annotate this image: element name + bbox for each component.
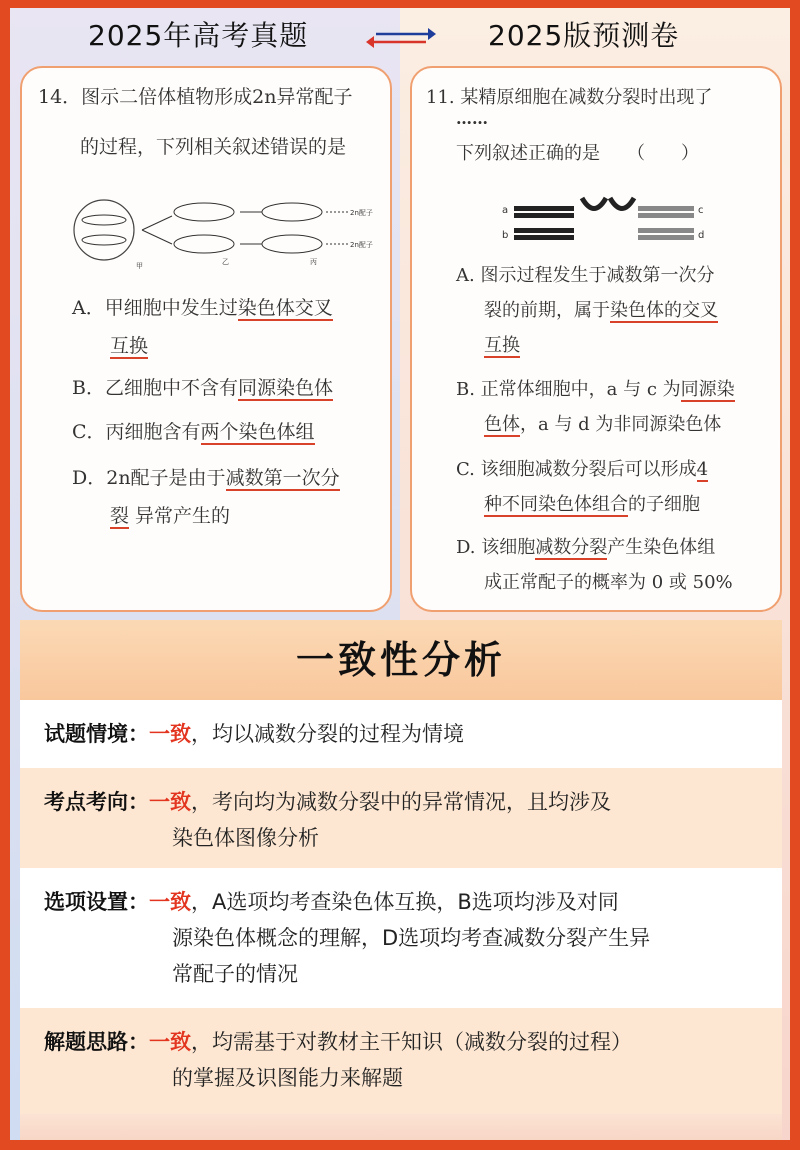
right-option-c-line2: [484, 487, 700, 522]
right-option-c-line1-text: C. 该细胞减数分裂后可以形成: [456, 459, 697, 480]
right-option-a-line3-ul: 互换: [484, 335, 520, 356]
analysis-row-label: 选项设置：: [44, 890, 149, 914]
chromosome-label-d: d: [698, 230, 705, 241]
left-header-title: 2025年高考真题: [88, 19, 309, 52]
left-cell-diagram: [72, 198, 382, 278]
analysis-row-line1: ，A选项均考查染色体互换，B选项均涉及对同: [191, 890, 619, 914]
analysis-row-label: 解题思路：: [44, 1030, 149, 1054]
right-option-a-line1: A. 图示过程发生于减数第一次分: [456, 265, 715, 286]
left-option-d-line2-ul: 裂: [110, 505, 130, 527]
chromosome-label-b: b: [502, 230, 509, 241]
right-question-stem-dots: ……: [456, 109, 488, 128]
right-option-b-line2-rest: ，a 与 d 为非同源染色体: [520, 414, 722, 435]
chromosome-label-c: c: [698, 205, 704, 216]
right-option-b-line1-pre: B. 正常体细胞中，a 与 c 为: [456, 379, 681, 400]
right-header-title: 2025版预测卷: [488, 19, 680, 52]
right-option-c-line1-ul: 4: [696, 459, 709, 480]
left-question-card: [20, 66, 392, 612]
left-question-stem-line2: 的过程，下列相关叙述错误的是: [80, 136, 347, 158]
left-option-c-prefix: C．丙细胞含有: [72, 421, 201, 443]
right-option-d-line1-rest: 产生染色体组: [607, 537, 716, 558]
cell-label-yi: 乙: [222, 258, 229, 266]
analysis-row-label: 考点考向：: [44, 790, 149, 814]
analysis-row-line3: 常配子的情况: [172, 962, 298, 986]
left-option-d-line2: [110, 498, 230, 534]
analysis-row-tag: 一致: [149, 790, 191, 814]
analysis-title: 一致性分析: [20, 620, 782, 700]
right-option-a-line3: [484, 328, 520, 363]
right-option-c-line1: [456, 452, 708, 487]
analysis-row-tag: 一致: [149, 722, 191, 746]
cell-label-jia: 甲: [136, 262, 143, 270]
left-option-b-prefix: B．乙细胞中不含有: [72, 377, 238, 399]
right-option-a-line2-ul: 染色体的交叉: [610, 300, 718, 321]
analysis-row-scenario: [20, 700, 782, 768]
left-option-b: [72, 370, 333, 406]
left-option-d-underlined: 减数第一次分: [225, 467, 340, 489]
bottom-strip: [20, 1114, 782, 1140]
left-option-d: [72, 460, 340, 496]
analysis-row-line2: 源染色体概念的理解，D选项均考查减数分裂产生异: [172, 926, 651, 950]
left-option-a: [72, 290, 333, 326]
left-option-b-underlined: 同源染色体: [237, 377, 333, 399]
left-question-stem-line1: 14．图示二倍体植物形成2n异常配子: [38, 86, 353, 108]
right-chromosome-diagram: [502, 196, 712, 248]
right-option-a-line2-pre: 裂的前期，属于: [484, 300, 610, 321]
right-option-c-line2-ul: 种不同染色体组合: [484, 494, 628, 515]
left-option-d-line2-rest: 异常产生的: [129, 505, 231, 527]
right-option-d-line1-ul: 减数分裂: [535, 537, 608, 558]
gamete-label-2: 2n配子: [350, 241, 373, 249]
analysis-row-line1: ，均以减数分裂的过程为情境: [191, 722, 464, 746]
gamete-label-1: 2n配子: [350, 209, 373, 217]
right-option-d-line1-pre: D. 该细胞: [456, 537, 536, 558]
analysis-row-approach: [20, 1008, 782, 1114]
analysis-row-options: [20, 868, 782, 1008]
double-arrow-icon: [366, 26, 436, 50]
analysis-row-line1: ，考向均为减数分裂中的异常情况，且均涉及: [191, 790, 611, 814]
right-question-stem-line2: 下列叙述正确的是 （ ）: [456, 143, 699, 164]
page-frame: [10, 8, 790, 1140]
right-option-d-line1: [456, 530, 715, 565]
right-option-b-line2: [484, 407, 721, 442]
right-option-c-line2-rest: 的子细胞: [628, 494, 700, 515]
left-option-a-prefix: A．甲细胞中发生过: [72, 297, 238, 319]
left-option-c-underlined: 两个染色体组: [200, 421, 315, 443]
chromosome-label-a: a: [502, 205, 509, 216]
analysis-row-line1: ，均需基于对教材主干知识（减数分裂的过程）: [191, 1030, 632, 1054]
left-option-a-line2-text: 互换: [110, 335, 149, 357]
analysis-row-line2: 的掌握及识图能力来解题: [172, 1066, 403, 1090]
right-question-card: [410, 66, 782, 612]
analysis-row-focus: [20, 768, 782, 868]
analysis-row-label: 试题情境：: [44, 722, 149, 746]
right-question-stem-line1: 11. 某精原细胞在减数分裂时出现了: [426, 87, 713, 108]
left-option-a-underlined: 染色体交叉: [237, 297, 333, 319]
left-option-c: [72, 414, 315, 450]
cell-label-bing: 丙: [310, 258, 317, 266]
right-option-b-line2-ul: 色体: [484, 414, 520, 435]
analysis-row-tag: 一致: [149, 890, 191, 914]
right-option-d-line2: 成正常配子的概率为 0 或 50%: [484, 572, 733, 593]
analysis-row-tag: 一致: [149, 1030, 191, 1054]
right-option-a-line2: [484, 293, 718, 328]
left-option-a-line2: [110, 328, 148, 364]
left-option-d-prefix: D．2n配子是由于: [72, 467, 226, 489]
right-option-b-line1: [456, 372, 735, 407]
right-option-b-line1-ul: 同源染: [680, 379, 735, 400]
analysis-row-line2: 染色体图像分析: [172, 826, 319, 850]
